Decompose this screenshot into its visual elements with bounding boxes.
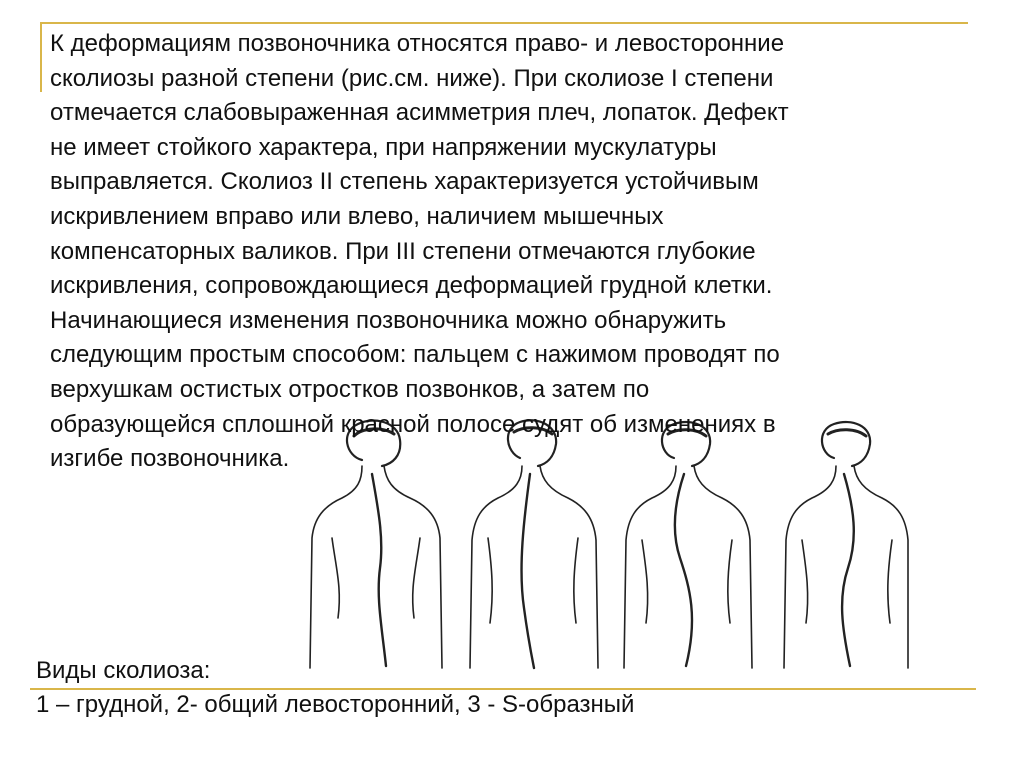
- caption-types: 1 – грудной, 2- общий левосторонний, 3 - S-образный: [36, 691, 635, 718]
- top-accent-rule: [40, 22, 968, 24]
- text-line: образующейся сплошной красной полосе судят об изменениях в: [50, 410, 776, 438]
- text-line: верхушкам остистых отростков позвонков, а затем по: [50, 375, 650, 403]
- text-line: выправляется. Сколиоз II степень характеризуется устойчивым: [50, 168, 759, 196]
- text-line: искривления, сопровождающиеся деформацией грудной клетки.: [50, 272, 773, 300]
- left-accent-rule: [40, 22, 42, 92]
- text-line: искривлением вправо или влево, наличием мышечных: [50, 202, 664, 230]
- text-line: Начинающиеся изменения позвоночника можно обнаружить: [50, 306, 727, 334]
- text-line: сколиозы разной степени (рис.см. ниже). При сколиозе I степени: [50, 64, 774, 92]
- main-paragraph: [50, 27, 930, 477]
- text-line: отмечается слабовыраженная асимметрия плеч, лопаток. Дефект: [50, 99, 789, 127]
- caption-title: Виды сколиоза:: [36, 657, 211, 684]
- text-line: следующим простым способом: пальцем с нажимом проводят по: [50, 341, 780, 369]
- figure-caption: [36, 654, 634, 722]
- text-line: не имеет стойкого характера, при напряжении мускулатуры: [50, 133, 717, 161]
- text-line: К деформациям позвоночника относятся право- и левосторонние: [50, 30, 785, 57]
- text-line: компенсаторных валиков. При III степени отмечаются глубокие: [50, 237, 756, 265]
- text-line: изгибе позвоночника.: [50, 445, 290, 473]
